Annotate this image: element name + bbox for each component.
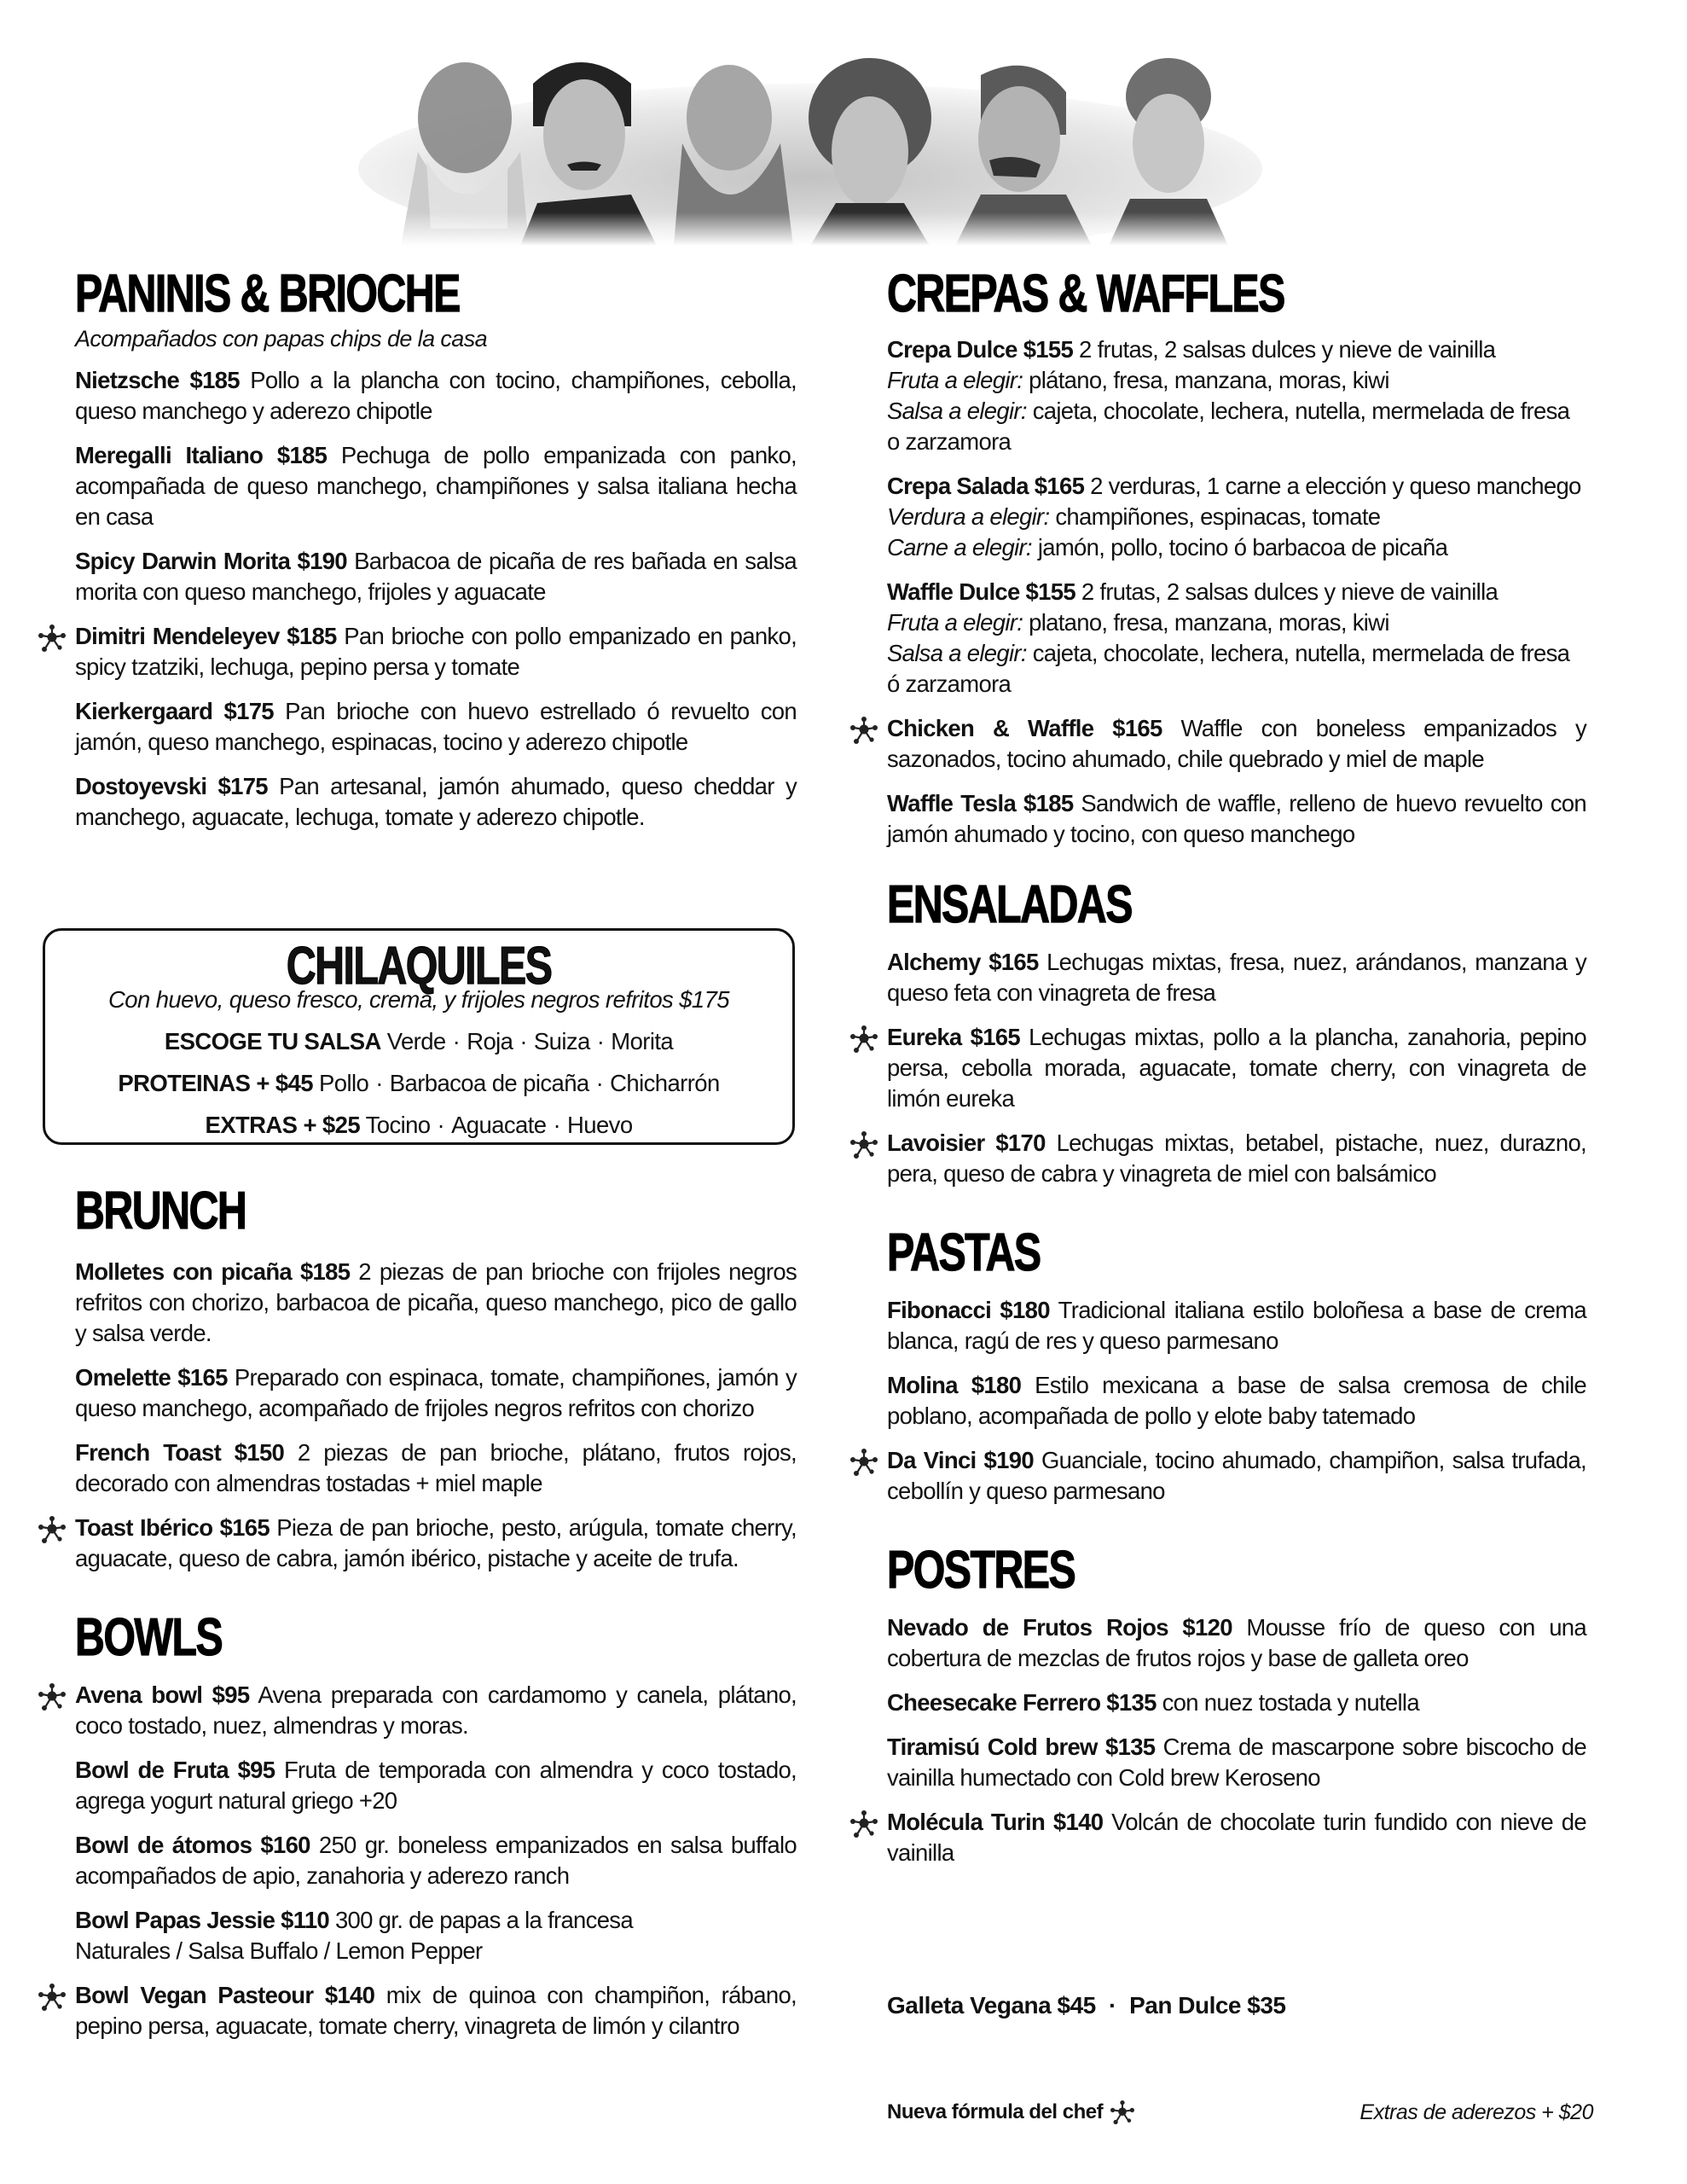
item-description: 2 frutas, 2 salsas dulces y nieve de vainilla [1075, 578, 1499, 605]
item-description: Lechugas mixtas, betabel, pistache, nuez, durazno, pera, queso de cabra y vinagreta de miel con balsámico [887, 1130, 1586, 1187]
item-name-price: Omelette $165 [75, 1364, 228, 1391]
section-pastas [887, 1223, 1586, 1507]
menu-item [75, 1362, 797, 1424]
molecule-icon [849, 717, 878, 744]
menu-item [75, 1438, 797, 1499]
item-name-price: Alchemy $165 [887, 949, 1039, 975]
item-description: 2 frutas, 2 salsas dulces y nieve de vainilla [1073, 336, 1496, 363]
item-description: 300 gr. de papas a la francesa [329, 1907, 633, 1933]
molecule-icon [38, 1984, 67, 2011]
menu-item [887, 1022, 1586, 1114]
item-description: Pieza de pan brioche, pesto, arúgula, tomate cherry, aguacate, queso de cabra, jamón ibérico, pistache y aceite de trufa. [75, 1514, 797, 1571]
molecule-icon [38, 1516, 67, 1543]
chilaquiles-intro: Con huevo, queso fresco, crema, y frijoles negros refritos $175 [108, 986, 729, 1013]
menu-item [887, 1445, 1586, 1507]
item-description: 2 piezas de pan brioche con frijoles negros refritos con chorizo, barbacoa de picaña, queso manchego, pico de gallo y salsa verde. [75, 1258, 797, 1346]
dressing-extras-note: Extras de aderezos + $20 [1359, 2100, 1593, 2124]
menu-item [887, 1687, 1586, 1718]
left-column [75, 264, 797, 846]
item-description: Pollo a la plancha con tocino, champiñones, cebolla, queso manchego y aderezo chipotle [75, 367, 797, 424]
item-description: Pan brioche con pollo empanizado en panko, spicy tzatziki, lechuga, pepino persa y tomate [75, 623, 797, 680]
item-description: 2 verduras, 1 carne a elección y queso manchego [1084, 473, 1581, 499]
item-option: Salsa a elegir: cajeta, chocolate, lechera, nutella, mermelada de fresa ó zarzamora [887, 640, 1570, 697]
bakery-extras: Galleta Vegana $45 · Pan Dulce $35 [887, 1992, 1286, 2018]
item-name-price: Molletes con picaña $185 [75, 1258, 351, 1285]
item-description: Volcán de chocolate turin fundido con nieve de vainilla [887, 1809, 1586, 1866]
menu-item [75, 1257, 797, 1349]
section-crepas [887, 264, 1586, 850]
chilaquiles-row-label: ESCOGE TU SALSA [164, 1028, 381, 1054]
chilaquiles-protein-row: PROTEINAS + $45 Pollo · Barbacoa de picaña · Chicharrón [118, 1070, 720, 1096]
item-name-price: Crepa Salada $165 [887, 473, 1085, 499]
item-name-price: Kierkergaard $175 [75, 698, 274, 724]
menu-item [75, 1513, 797, 1574]
item-option: Fruta a elegir: platano, fresa, manzana, moras, kiwi [887, 609, 1389, 636]
molecule-icon [849, 1025, 878, 1053]
right-column [887, 264, 1586, 1882]
item-description: Preparado con espinaca, tomate, champiñones, jamón y queso manchego, acompañado de frijoles negros refritos con chorizo [75, 1364, 797, 1421]
menu-item [75, 696, 797, 758]
item-description: Sandwich de waffle, relleno de huevo revuelto con jamón ahumado y tocino, con queso manchego [887, 790, 1586, 847]
menu-item [75, 1980, 797, 2042]
item-name-price: Dimitri Mendeleyev $185 [75, 623, 337, 649]
item-name-price: Molécula Turin $140 [887, 1809, 1104, 1835]
item-name-price: Spicy Darwin Morita $190 [75, 548, 347, 574]
section-title-pastas: PASTAS [887, 1223, 1041, 1282]
item-name-price: Nietzsche $185 [75, 367, 240, 393]
item-options: Naturales / Salsa Buffalo / Lemon Pepper [75, 1937, 483, 1964]
item-name-price: Avena bowl $95 [75, 1682, 250, 1708]
section-title-crepas: CREPAS & WAFFLES [887, 264, 1284, 323]
item-description: Waffle con boneless empanizados y sazonados, tocino ahumado, chile quebrado y miel de maple [887, 715, 1586, 772]
chilaquiles-row-label: PROTEINAS + $45 [118, 1070, 313, 1096]
menu-item [887, 1612, 1586, 1674]
section-title-brunch: BRUNCH [75, 1182, 246, 1240]
item-name-price: Bowl Vegan Pasteour $140 [75, 1982, 375, 2008]
item-description: Pan artesanal, jamón ahumado, queso cheddar y manchego, aguacate, lechuga, tomate y aderezo chipotle. [75, 773, 797, 830]
item-description: Mousse frío de queso con una cobertura de mezclas de frutos rojos y base de galleta oreo [887, 1614, 1586, 1671]
item-name-price: Bowl de Fruta $95 [75, 1757, 275, 1783]
item-description: 250 gr. boneless empanizados en salsa buffalo acompañados de apio, zanahoria y aderezo ranch [75, 1832, 797, 1889]
item-name-price: Chicken & Waffle $165 [887, 715, 1162, 741]
item-description: Estilo mexicana a base de salsa cremosa de chile poblano, acompañada de pollo y elote baby tatemado [887, 1372, 1586, 1429]
item-name-price: Dostoyevski $175 [75, 773, 268, 799]
molecule-icon [849, 1449, 878, 1476]
header-portraits-image [358, 24, 1262, 246]
item-name-price: Da Vinci $190 [887, 1447, 1034, 1473]
menu-item [887, 471, 1586, 563]
item-name-price: French Toast $150 [75, 1439, 285, 1466]
molecule-icon [38, 624, 67, 652]
item-description: Guanciale, tocino ahumado, champiñon, salsa trufada, cebollín y queso parmesano [887, 1447, 1586, 1504]
item-name-price: Bowl de átomos $160 [75, 1832, 310, 1858]
menu-item [887, 947, 1586, 1008]
legend-new-chef-formula: Nueva fórmula del chef [887, 2100, 1135, 2124]
item-name-price: Lavoisier $170 [887, 1130, 1046, 1156]
menu-item [75, 1905, 797, 1966]
item-description: Crema de mascarpone sobre biscocho de vainilla humectado con Cold brew Keroseno [887, 1734, 1586, 1791]
item-description: 2 piezas de pan brioche, plátano, frutos rojos, decorado con almendras tostadas + miel maple [75, 1439, 797, 1496]
item-description: Avena preparada con cardamomo y canela, plátano, coco tostado, nuez, almendras y moras. [75, 1682, 797, 1739]
menu-item [75, 440, 797, 532]
section-paninis [75, 264, 797, 833]
menu-item [75, 365, 797, 427]
item-name-price: Waffle Dulce $155 [887, 578, 1075, 605]
item-description: Barbacoa de picaña de res bañada en salsa morita con queso manchego, frijoles y aguacate [75, 548, 797, 605]
section-title-postres: POSTRES [887, 1541, 1075, 1600]
item-name-price: Toast Ibérico $165 [75, 1514, 270, 1541]
item-description: con nuez tostada y nutella [1156, 1689, 1419, 1716]
menu-item [75, 1830, 797, 1891]
item-option: Verdura a elegir: champiñones, espinacas, tomate [887, 503, 1381, 530]
menu-item [887, 1732, 1586, 1793]
left-column-lower [75, 1182, 797, 2055]
item-option: Salsa a elegir: cajeta, chocolate, lechera, nutella, mermelada de fresa o zarzamora [887, 398, 1570, 455]
item-description: Pan brioche con huevo estrellado ó revuelto con jamón, queso manchego, espinacas, tocino y aderezo chipotle [75, 698, 797, 755]
section-title-bowls: BOWLS [75, 1608, 223, 1667]
chilaquiles-salsa-row: ESCOGE TU SALSA Verde · Roja · Suiza · Morita [164, 1028, 674, 1054]
item-name-price: Bowl Papas Jessie $110 [75, 1907, 330, 1933]
molecule-icon [849, 1810, 878, 1838]
item-description: mix de quinoa con champiñon, rábano, pepino persa, aguacate, tomate cherry, vinagreta de limón y cilantro [75, 1982, 797, 2039]
item-description: Pechuga de pollo empanizada con panko, acompañada de queso manchego, champiñones y salsa italiana hecha en casa [75, 442, 797, 530]
menu-item [887, 713, 1586, 775]
menu-item [75, 546, 797, 607]
section-title-chilaquiles: CHILAQUILES [234, 937, 604, 996]
section-brunch [75, 1182, 797, 1574]
item-name-price: Meregalli Italiano $185 [75, 442, 328, 468]
section-title-paninis: PANINIS & BRIOCHE [75, 264, 460, 323]
item-description: Fruta de temporada con almendra y coco tostado, agrega yogurt natural griego +20 [75, 1757, 797, 1814]
item-name-price: Tiramisú Cold brew $135 [887, 1734, 1156, 1760]
item-name-price: Crepa Dulce $155 [887, 336, 1074, 363]
menu-item [75, 771, 797, 833]
menu-item [887, 788, 1586, 850]
menu-item [75, 1680, 797, 1741]
chilaquiles-row-label: EXTRAS + $25 [205, 1112, 361, 1138]
molecule-icon [849, 1131, 878, 1159]
menu-item [887, 334, 1586, 457]
menu-item [887, 1295, 1586, 1356]
item-option: Fruta a elegir: plátano, fresa, manzana, moras, kiwi [887, 367, 1389, 393]
item-name-price: Nevado de Frutos Rojos $120 [887, 1614, 1232, 1641]
menu-item [75, 1755, 797, 1816]
chilaquiles-extras-row: EXTRAS + $25 Tocino · Aguacate · Huevo [205, 1112, 633, 1138]
item-description: Lechugas mixtas, pollo a la plancha, zanahoria, pepino persa, cebolla morada, aguacate, tomate cherry, con vinagreta de limón eureka [887, 1024, 1586, 1112]
menu-item [75, 621, 797, 682]
item-name-price: Fibonacci $180 [887, 1297, 1050, 1323]
menu-item [887, 1807, 1586, 1868]
item-description: Lechugas mixtas, fresa, nuez, arándanos, manzana y queso feta con vinagreta de fresa [887, 949, 1586, 1006]
item-name-price: Eureka $165 [887, 1024, 1020, 1050]
item-name-price: Cheesecake Ferrero $135 [887, 1689, 1157, 1716]
molecule-icon [1110, 2100, 1135, 2124]
section-bowls [75, 1608, 797, 2042]
chilaquiles-box [43, 928, 795, 1145]
section-subtitle-paninis: Acompañados con papas chips de la casa [75, 326, 488, 351]
item-name-price: Waffle Tesla $185 [887, 790, 1074, 816]
section-postres [887, 1541, 1586, 1868]
molecule-icon [38, 1683, 67, 1711]
item-option: Carne a elegir: jamón, pollo, tocino ó barbacoa de picaña [887, 534, 1448, 561]
item-name-price: Molina $180 [887, 1372, 1022, 1398]
menu-item [887, 1370, 1586, 1432]
item-description: Tradicional italiana estilo boloñesa a base de crema blanca, ragú de res y queso parmesano [887, 1297, 1587, 1354]
section-ensaladas [887, 875, 1586, 1189]
menu-item [887, 1128, 1586, 1189]
section-title-ensaladas: ENSALADAS [887, 875, 1132, 934]
menu-item [887, 577, 1586, 700]
